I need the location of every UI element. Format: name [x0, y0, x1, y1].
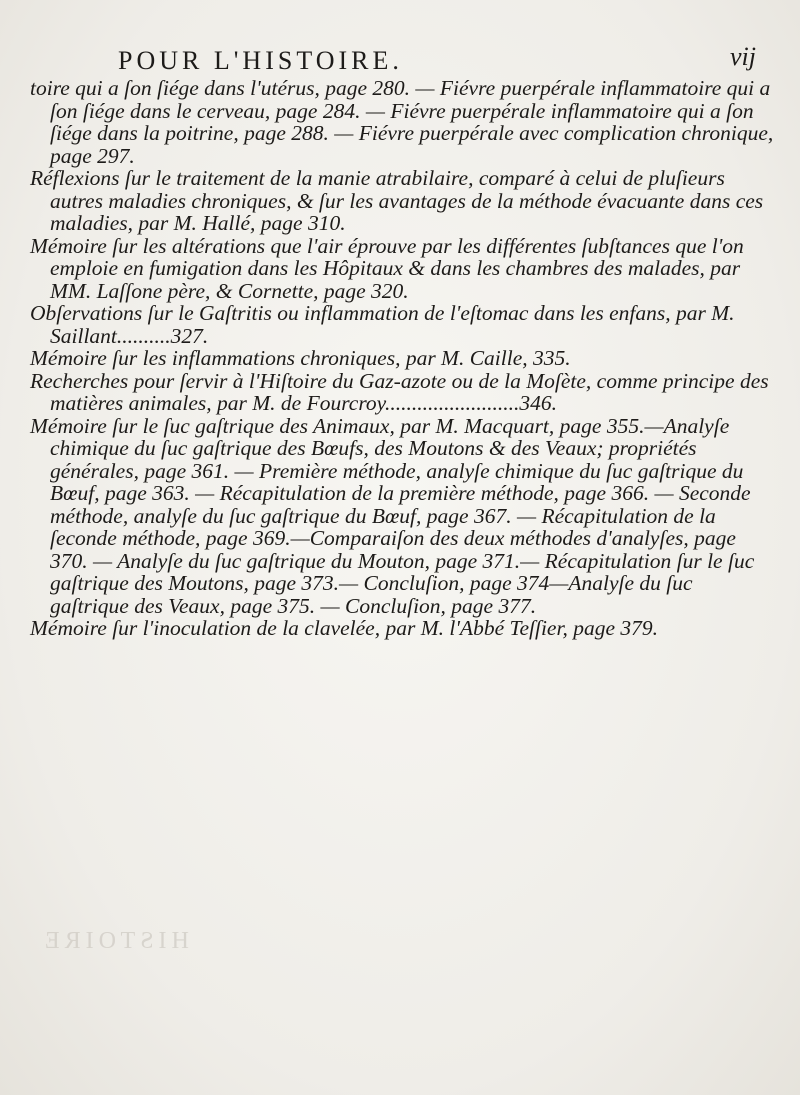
- toc-entry: Mémoire ſur l'inoculation de la clavelée, par M. l'Abbé Teſſier, page 379.: [30, 616, 659, 640]
- running-title: POUR L'HISTOIRE.: [118, 46, 403, 75]
- table-of-contents: [30, 77, 775, 640]
- page-number: vij: [730, 42, 756, 71]
- bleed-through-text: HISTOIRE: [40, 928, 189, 954]
- toc-entry: Obſervations ſur le Gaſtritis ou inflammation de l'eſtomac dans les enfans, par M. Saillant..........327.: [30, 301, 735, 348]
- toc-entry: toire qui a ſon ſiége dans l'utérus, page 280. — Fiévre puerpérale inflammatoire qui a ſon ſiége dans le cerveau, page 284. — Fiévre puerpérale inflammatoire qui a ſon ſiége dans la poitrine, page 288. — Fiévre puerpérale avec complication chronique, page 297.: [30, 76, 774, 168]
- toc-entry: Réflexions ſur le traitement de la manie atrabilaire, comparé à celui de pluſieurs autres maladies chroniques, & ſur les avantages de la méthode évacuante dans ces maladies, par M. Hallé, page 310.: [30, 166, 764, 235]
- toc-entry: Mémoire ſur les inflammations chroniques, par M. Caille, 335.: [30, 346, 571, 370]
- toc-entry: Mémoire ſur le ſuc gaſtrique des Animaux, par M. Macquart, page 355.—Analyſe chimique du ſuc gaſtrique des Bœufs, des Moutons & des Veaux; propriétés générales, page 361. — Première méthode, analyſe chimique du ſuc gaſtrique du Bœuf, page 363. — Récapitulation de la première méthode, page 366. — Seconde méthode, analyſe du ſuc gaſtrique du Bœuf, page 367. — Récapitulation de la ſeconde méthode, page 369.—Comparaiſon des deux méthodes d'analyſes, page 370. — Analyſe du ſuc gaſtrique du Mouton, page 371.— Récapitulation ſur le ſuc gaſtrique des Moutons, page 373.— Concluſion, page 374—Analyſe du ſuc gaſtrique des Veaux, page 375. — Concluſion, page 377.: [30, 413, 755, 618]
- running-head: [0, 40, 800, 80]
- toc-entry: Mémoire ſur les altérations que l'air éprouve par les différentes ſubſtances que l'on emploie en fumigation dans les Hôpitaux & dans les chambres des malades, par MM. Laſſone père, & Cornette, page 320.: [30, 233, 744, 303]
- toc-entry: Recherches pour ſervir à l'Hiſtoire du Gaz-azote ou de la Moſète, comme principe des matières animales, par M. de Fourcroy.........................346.: [30, 368, 769, 415]
